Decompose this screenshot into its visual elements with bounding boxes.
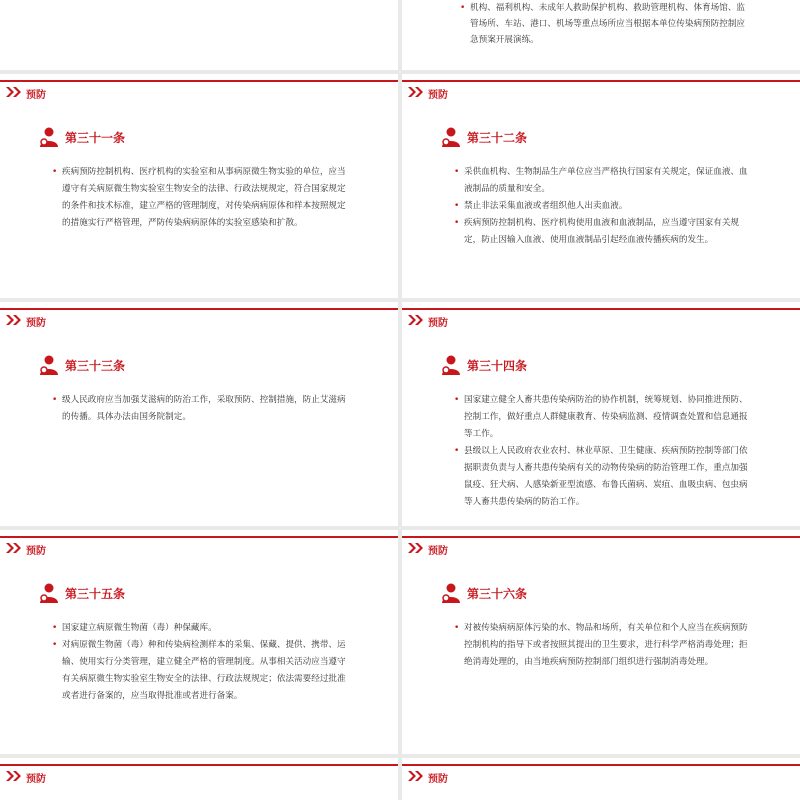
- article-heading: [440, 354, 527, 376]
- list-item: • 对被传染病病原体污染的水、物品和场所，有关单位和个人应当在疾病预防控制机构的指导下或者按照其提出的卫生要求，进行科学严格消毒处理；拒绝消毒处理的，由当地疾病预防控制部门组织进行强制消毒处理。: [454, 620, 754, 671]
- partial-line: 管场所、车站、港口、机场等重点场所应当根据本单位传染病预防控制应: [470, 19, 746, 29]
- slide-article-34: [402, 302, 800, 526]
- article-title: 第三十二条: [467, 130, 528, 145]
- section-label: 预防: [26, 774, 46, 785]
- person-icon: [38, 582, 60, 604]
- slide-header: [402, 758, 800, 786]
- article-title: 第三十六条: [467, 586, 528, 601]
- list-item: • 禁止非法采集血液或者组织他人出卖血液。: [454, 198, 754, 215]
- chevron-right-icon: [6, 315, 22, 325]
- chevron-right-icon: [6, 87, 22, 97]
- partial-line: 急预案开展演练。: [470, 35, 539, 45]
- list-item: • 县级以上人民政府农业农村、林业草原、卫生健康、疾病预防控制等部门依据职责负责与人畜共患传染病有关的动物传染病的防治管理工作，重点加强鼠疫、狂犬病、人感染新亚型流感、布鲁氏菌病、炭疽、血吸虫病、包虫病等人畜共患传染病的防治工作。: [454, 443, 754, 511]
- section-label: 预防: [428, 546, 448, 557]
- article-heading: [38, 126, 125, 148]
- section-label: 预防: [26, 90, 46, 101]
- slide-header: [0, 302, 398, 330]
- slide-header: [0, 758, 398, 786]
- slide-header: [402, 302, 800, 330]
- slide-header: [402, 530, 800, 558]
- article-title: 第三十四条: [467, 358, 528, 373]
- person-icon: [440, 354, 462, 376]
- slide-article-31: [0, 74, 398, 298]
- article-heading: [38, 582, 125, 604]
- article-heading: [38, 354, 125, 376]
- slide-partial-top-right: [402, 0, 800, 70]
- list-item: • 疾病预防控制机构、医疗机构的实验室和从事病原微生物实验的单位，应当遵守有关病原微生物实验室生物安全的法律、行政法规规定，符合国家规定的条件和技术标准，建立严格的管理制度，对传染病病原体和样本按照规定的措施实行严格管理，严防传染病病原体的实验室感染和扩散。: [52, 164, 352, 232]
- slide-header: [402, 74, 800, 102]
- chevron-right-icon: [6, 771, 22, 781]
- list-item: • 国家建立病原微生物菌（毒）种保藏库。: [52, 620, 352, 637]
- article-body: [52, 620, 352, 705]
- slide-article-33: [0, 302, 398, 526]
- person-icon: [38, 354, 60, 376]
- article-body: [454, 164, 754, 249]
- article-body: [52, 164, 352, 232]
- article-heading: [440, 582, 527, 604]
- slide-article-36: [402, 530, 800, 754]
- section-label: 预防: [428, 318, 448, 329]
- list-item: • 级人民政府应当加强艾滋病的防治工作，采取预防、控制措施，防止艾滋病的传播。具体办法由国务院制定。: [52, 392, 352, 426]
- slide-article-32: [402, 74, 800, 298]
- chevron-right-icon: [408, 543, 424, 553]
- chevron-right-icon: [408, 87, 424, 97]
- article-title: 第三十三条: [65, 358, 126, 373]
- article-body: [454, 620, 754, 671]
- list-item: • 疾病预防控制机构、医疗机构使用血液和血液制品，应当遵守国家有关规定，防止因输入血液、使用血液制品引起经血液传播疾病的发生。: [454, 215, 754, 249]
- slide-partial-bottom-right: [402, 758, 800, 800]
- chevron-right-icon: [6, 543, 22, 553]
- article-title: 第三十五条: [65, 586, 126, 601]
- article-title: 第三十一条: [65, 130, 126, 145]
- list-item: • 采供血机构、生物制品生产单位应当严格执行国家有关规定，保证血液、血液制品的质量和安全。: [454, 164, 754, 198]
- list-item: • 对病原微生物菌（毒）种和传染病检测样本的采集、保藏、提供、携带、运输、使用实行分类管理，建立健全严格的管理制度。从事相关活动应当遵守有关病原微生物实验室生物安全的法律、行政法规规定；依法需要经过批准或者进行备案的，应当取得批准或者进行备案。: [52, 637, 352, 705]
- partial-line: 机构、福利机构、未成年人救助保护机构、救助管理机构、体育场馆、监: [470, 3, 746, 13]
- person-icon: [440, 582, 462, 604]
- article-body: [454, 392, 754, 511]
- section-label: 预防: [428, 90, 448, 101]
- slide-article-35: [0, 530, 398, 754]
- slide-header: [0, 530, 398, 558]
- section-label: 预防: [26, 318, 46, 329]
- chevron-right-icon: [408, 771, 424, 781]
- slide-partial-bottom-left: [0, 758, 398, 800]
- section-label: 预防: [26, 546, 46, 557]
- article-body: [52, 392, 352, 426]
- person-icon: [440, 126, 462, 148]
- slide-partial-top-left: [0, 0, 398, 70]
- chevron-right-icon: [408, 315, 424, 325]
- article-heading: [440, 126, 527, 148]
- slide-header: [0, 74, 398, 102]
- person-icon: [38, 126, 60, 148]
- list-item: • 国家建立健全人畜共患传染病防治的协作机制，统筹规划、协同推进预防、控制工作，做好重点人群健康教育、传染病监测、疫情调查处置和信息通报等工作。: [454, 392, 754, 443]
- partial-text: [460, 0, 760, 48]
- section-label: 预防: [428, 774, 448, 785]
